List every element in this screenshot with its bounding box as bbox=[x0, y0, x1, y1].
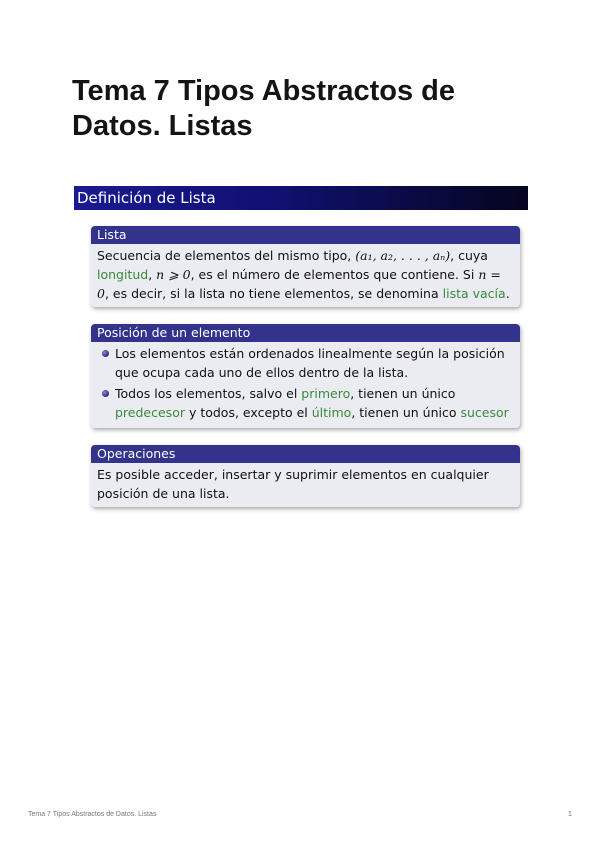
block-body: Es posible acceder, insertar y suprimir elementos en cualquier posición de una lista. bbox=[97, 467, 489, 501]
text: , tienen un único bbox=[351, 405, 461, 420]
text: Los elementos están ordenados linealmente según la posición que ocupa cada uno de ellos dentro de la lista. bbox=[115, 346, 505, 380]
text: , cuya bbox=[450, 248, 488, 263]
list-item bbox=[97, 344, 514, 382]
term-longitud: longitud bbox=[97, 267, 149, 282]
bullet-icon bbox=[102, 350, 109, 357]
text: y todos, excepto el bbox=[184, 405, 312, 420]
math-sequence: (a₁, a₂, . . . , aₙ) bbox=[355, 248, 451, 263]
text: , es el número de elementos que contiene. Si bbox=[190, 267, 479, 282]
bullet-list bbox=[97, 344, 514, 422]
block-body bbox=[91, 342, 520, 428]
text: , bbox=[148, 267, 157, 282]
list-item bbox=[97, 384, 514, 422]
block-title: Lista bbox=[91, 226, 520, 244]
math-n-geq-zero: n ⩾ 0 bbox=[156, 267, 191, 282]
math-n-eq-zero: n = 0 bbox=[97, 267, 501, 301]
text: , tienen un único bbox=[350, 386, 456, 401]
block-lista bbox=[91, 226, 520, 307]
block-posicion bbox=[91, 324, 520, 428]
text: , es decir, si la lista no tiene elementos, se denomina bbox=[104, 286, 443, 301]
bullet-icon bbox=[102, 390, 109, 397]
block-title: Operaciones bbox=[91, 445, 520, 463]
footer-title: Tema 7 Tipos Abstractos de Datos. Listas bbox=[28, 811, 157, 818]
document-title: Tema 7 Tipos Abstractos de Datos. Listas bbox=[72, 75, 456, 142]
block-title: Posición de un elemento bbox=[91, 324, 520, 342]
term-sucesor: sucesor bbox=[460, 405, 509, 420]
frame-title: Definición de Lista bbox=[74, 186, 528, 210]
text: Secuencia de elementos del mismo tipo, bbox=[97, 248, 356, 263]
term-primero: primero bbox=[301, 386, 351, 401]
term-lista-vacia: lista vacía bbox=[442, 286, 506, 301]
text: Todos los elementos, salvo el bbox=[115, 386, 302, 401]
term-predecesor: predecesor bbox=[115, 405, 185, 420]
slide bbox=[74, 186, 528, 507]
term-ultimo: último bbox=[311, 405, 352, 420]
block-body bbox=[91, 244, 520, 307]
page-number: 1 bbox=[568, 811, 572, 818]
block-operaciones bbox=[91, 445, 520, 507]
text: . bbox=[505, 286, 510, 301]
